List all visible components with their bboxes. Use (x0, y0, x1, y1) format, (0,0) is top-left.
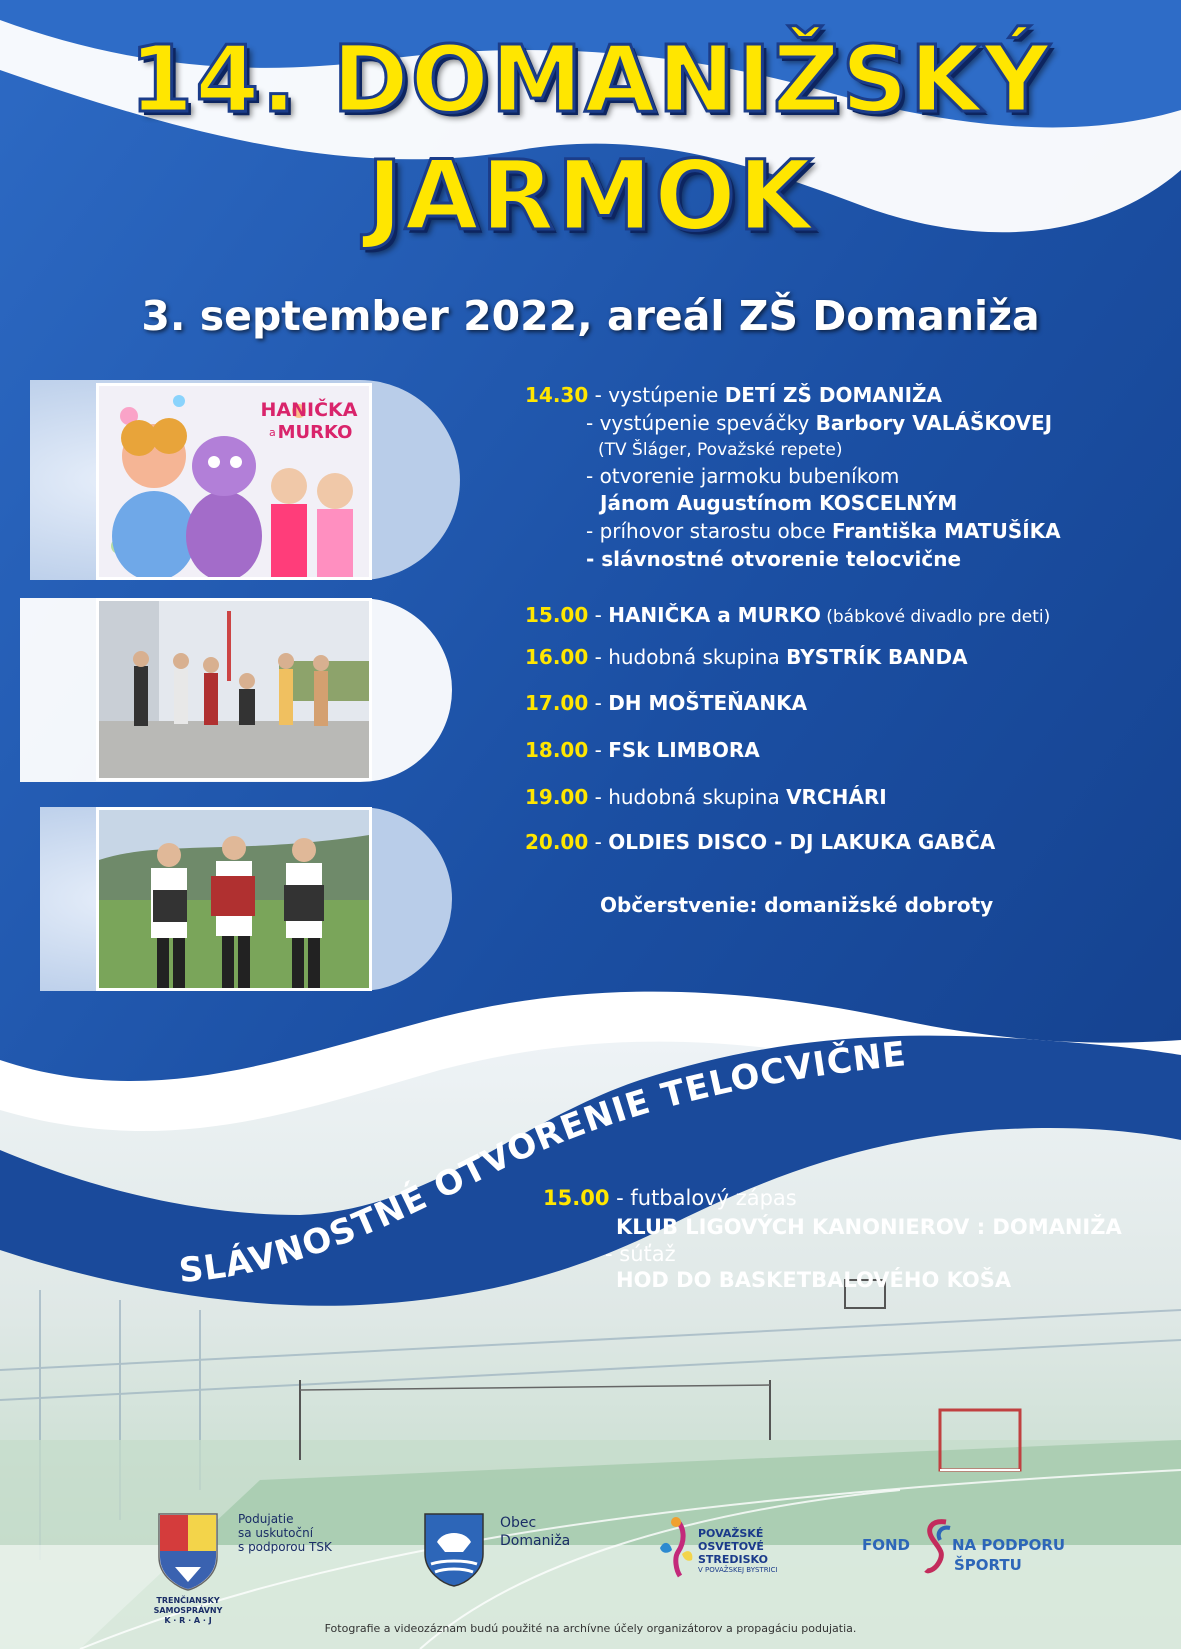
tsk-name-2: SAMOSPRÁVNY (153, 1606, 223, 1615)
time-2000: 20.00 (525, 830, 589, 854)
e5-pre: - hudobná skupina (588, 785, 787, 809)
disclaimer: Fotografie a videozáznam budú použité na archívne účely organizátorov a propagáciu podujatia. (324, 1622, 857, 1635)
program-1900 (525, 785, 887, 809)
hanicka-logo-line2: MURKO (277, 422, 353, 443)
program-1600 (525, 645, 968, 669)
pos-4: V POVAŽSKEJ BYSTRICI (698, 1566, 778, 1574)
prog-line-7-bold: - slávnostné otvorenie telocvične (586, 547, 962, 571)
time-1430: 14.30 (525, 383, 589, 407)
banner-text: SLÁVNOSTNÉ OTVORENIE TELOCVIČNE (177, 1034, 909, 1292)
prog-line-1-pre: - vystúpenie (594, 383, 725, 407)
e2-pre: - hudobná skupina (588, 645, 787, 669)
program-1430 (525, 383, 942, 407)
domaniza-text (500, 1514, 570, 1550)
fond-right-1: NA PODPORU (952, 1536, 1066, 1554)
time-1500: 15.00 (525, 603, 589, 627)
hanicka-logo-and: a (269, 426, 276, 439)
refreshments-note: Občerstvenie: domanižské dobroty (600, 893, 994, 917)
e5-bold: VRCHÁRI (786, 785, 887, 809)
pos-3: STREDISKO (698, 1553, 768, 1566)
e6-bold: OLDIES DISCO - DJ LAKUKA GABČA (608, 830, 996, 854)
sport-line-3: - súťaž (605, 1242, 676, 1266)
e1-bold: HANIČKA a MURKO (608, 603, 821, 627)
pos-1: POVAŽSKÉ (698, 1527, 764, 1540)
tsk-name-1: TRENČIANSKY (156, 1596, 220, 1605)
tsk-note (238, 1512, 332, 1554)
prog-line-6-bold: Františka MATUŠÍKA (832, 519, 1061, 543)
domaniza-coat-of-arms-icon (423, 1512, 485, 1587)
tsk-name-3: K · R · A · J (164, 1616, 212, 1625)
sport-time: 15.00 (543, 1186, 610, 1210)
hanicka-logo-line1: HANIČKA (260, 399, 358, 421)
program-line-6 (586, 519, 1061, 543)
e1-pre: - (588, 603, 609, 627)
photo-accordion-trio (96, 807, 372, 991)
program-1800 (525, 738, 760, 762)
program-line-5 (600, 491, 957, 515)
e2-bold: BYSTRÍK BANDA (786, 645, 968, 669)
e4-bold: FSk LIMBORA (608, 738, 760, 762)
photo-bystrik-banda (96, 598, 372, 781)
title-line-2: JARMOK (366, 140, 815, 252)
program-1500 (525, 603, 1050, 627)
obec-1: Obec (500, 1515, 537, 1531)
tsk-logo (157, 1512, 219, 1596)
program-2000 (525, 830, 995, 854)
pos-2: OSVETOVÉ (698, 1540, 764, 1553)
obec-2: Domaniža (500, 1533, 571, 1549)
sport-l1: - futbalový zápas (609, 1186, 797, 1210)
time-1900: 19.00 (525, 785, 589, 809)
fond-logo (862, 1518, 1066, 1578)
prog-line-5-bold: Jánom Augustínom KOSCELNÝM (600, 491, 958, 515)
prog-line-2-bold: Barbory VALÁŠKOVEJ (815, 411, 1053, 435)
coat-of-arms-icon (157, 1512, 219, 1592)
pos-logo (656, 1514, 696, 1584)
e4-pre: - (588, 738, 609, 762)
event-date-location: 3. september 2022, areál ZŠ Domaniža (141, 292, 1040, 340)
photo-hanicka-murko (96, 383, 372, 580)
sport-line-2 (616, 1215, 1122, 1239)
pos-text (698, 1527, 778, 1575)
time-1700: 17.00 (525, 691, 589, 715)
sport-l4: HOD DO BASKETBALOVÉHO KOŠA (616, 1268, 1012, 1292)
prog-line-1-bold: DETÍ ZŠ DOMANIŽA (724, 383, 943, 407)
time-1800: 18.00 (525, 738, 589, 762)
domaniza-logo (423, 1512, 485, 1591)
tsk-note-2: sa uskutoční (238, 1526, 314, 1540)
fond-s-icon (922, 1518, 952, 1576)
prog-line-6-pre: - príhovor starostu obce (586, 519, 833, 543)
prog-line-2-pre: - vystúpenie speváčky (586, 411, 816, 435)
sport-l2: KLUB LIGOVÝCH KANONIEROV : DOMANIŽA (616, 1215, 1122, 1239)
e3-pre: - (588, 691, 609, 715)
tsk-note-3: s podporou TSK (238, 1540, 332, 1554)
program-line-4: - otvorenie jarmoku bubeníkom (586, 464, 900, 488)
fond-right-2: ŠPORTU (954, 1556, 1022, 1574)
program-line-7 (586, 547, 961, 571)
time-1600: 16.00 (525, 645, 589, 669)
program-1700 (525, 691, 807, 715)
title-line-1: 14. DOMANIŽSKÝ (129, 26, 1052, 133)
sport-line-4 (616, 1268, 1011, 1292)
tsk-note-1: Podujatie (238, 1512, 294, 1526)
e1-post: (bábkové divadlo pre deti) (820, 607, 1051, 627)
e6-pre: - (588, 830, 609, 854)
program-line-3: (TV Šláger, Považské repete) (598, 440, 843, 460)
pos-figure-icon (656, 1514, 696, 1580)
program-line-2 (586, 411, 1052, 435)
sport-line-1 (543, 1186, 797, 1210)
fond-left: FOND (862, 1536, 911, 1554)
e3-bold: DH MOŠTEŇANKA (608, 691, 808, 715)
